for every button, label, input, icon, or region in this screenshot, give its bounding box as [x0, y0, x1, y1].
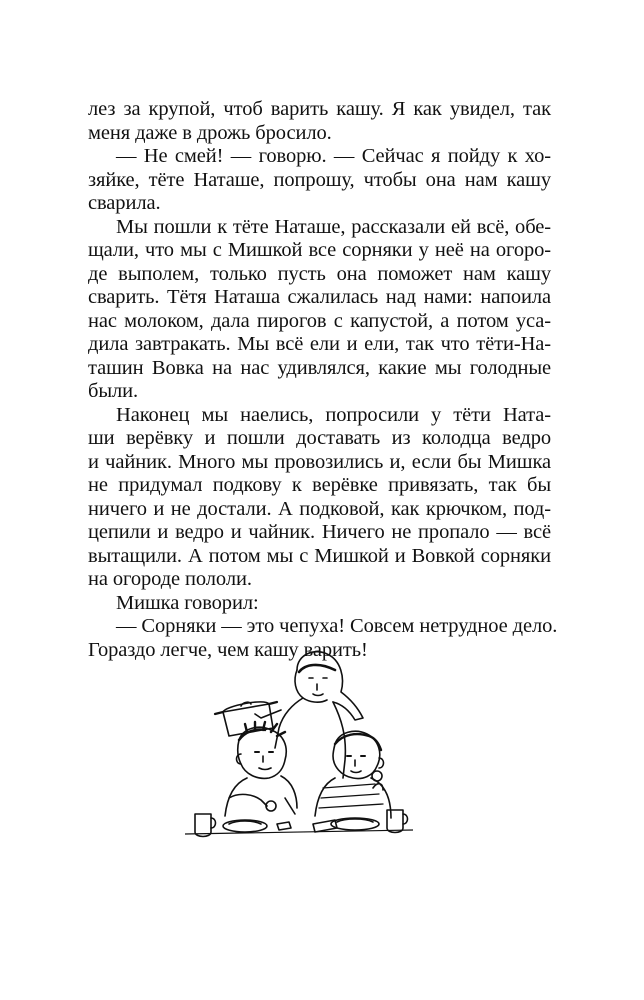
text-line: вытащили. А потом мы с Мишкой и Вовкой сорняки — [88, 544, 551, 567]
table-items — [185, 810, 413, 837]
text-line: сварить. Тётя Наташа сжалилась над нами: напоила — [88, 286, 551, 308]
text-line: Гораздо легче, чем кашу варить! — [88, 638, 368, 661]
boy-right-figure — [315, 731, 391, 818]
text-line: ничего и не достали. А подковой, как крючком, под- — [88, 497, 551, 520]
text-line: лез за крупой, чтоб варить кашу. Я как увидел, так — [88, 98, 551, 120]
text-line: нас молоком, дала пирогов с капустой, а потом уса- — [88, 309, 551, 332]
illustration-icon — [185, 648, 413, 860]
text-line: де выполем, только пусть она поможет нам кашу — [88, 262, 551, 285]
text-line: сварила. — [88, 192, 161, 214]
text-line: были. — [88, 380, 139, 402]
text-line: ши верёвку и пошли доставать из колодца ведро — [88, 427, 551, 449]
body-text — [88, 98, 558, 662]
text-line: цепили и ведро и чайник. Ничего не пропало — всё — [88, 521, 551, 543]
text-line: — Не смей! — говорю. — Сейчас я пойду к хо- — [116, 145, 551, 167]
text-line: Мы пошли к тёте Наташе, рассказали ей всё, обе- — [116, 215, 551, 238]
text-line: на огороде пололи. — [88, 568, 252, 590]
text-line: дила завтракать. Мы всё ели и ели, так что тёти-На- — [88, 333, 551, 355]
text-line: и чайник. Много мы провозились и, если бы Мишка — [88, 450, 551, 473]
text-line: Наконец мы наелись, попросили у тёти Ната- — [116, 403, 551, 426]
text-line: щали, что мы с Мишкой все сорняки у неё на огоро- — [88, 239, 551, 261]
text-line: ташин Вовка на нас удивлялся, какие мы голодные — [88, 356, 551, 379]
boy-left-figure — [225, 722, 297, 816]
text-line: Мишка говорил: — [116, 591, 259, 614]
text-line: не придумал подкову к верёвке привязать, так бы — [88, 474, 551, 496]
text-line: зяйке, тёте Наташе, попрошу, чтобы она нам кашу — [88, 168, 551, 191]
text-line: меня даже в дрожь бросило. — [88, 121, 332, 144]
text-line: — Сорняки — это чепуха! Совсем нетрудное дело. — [116, 615, 558, 637]
